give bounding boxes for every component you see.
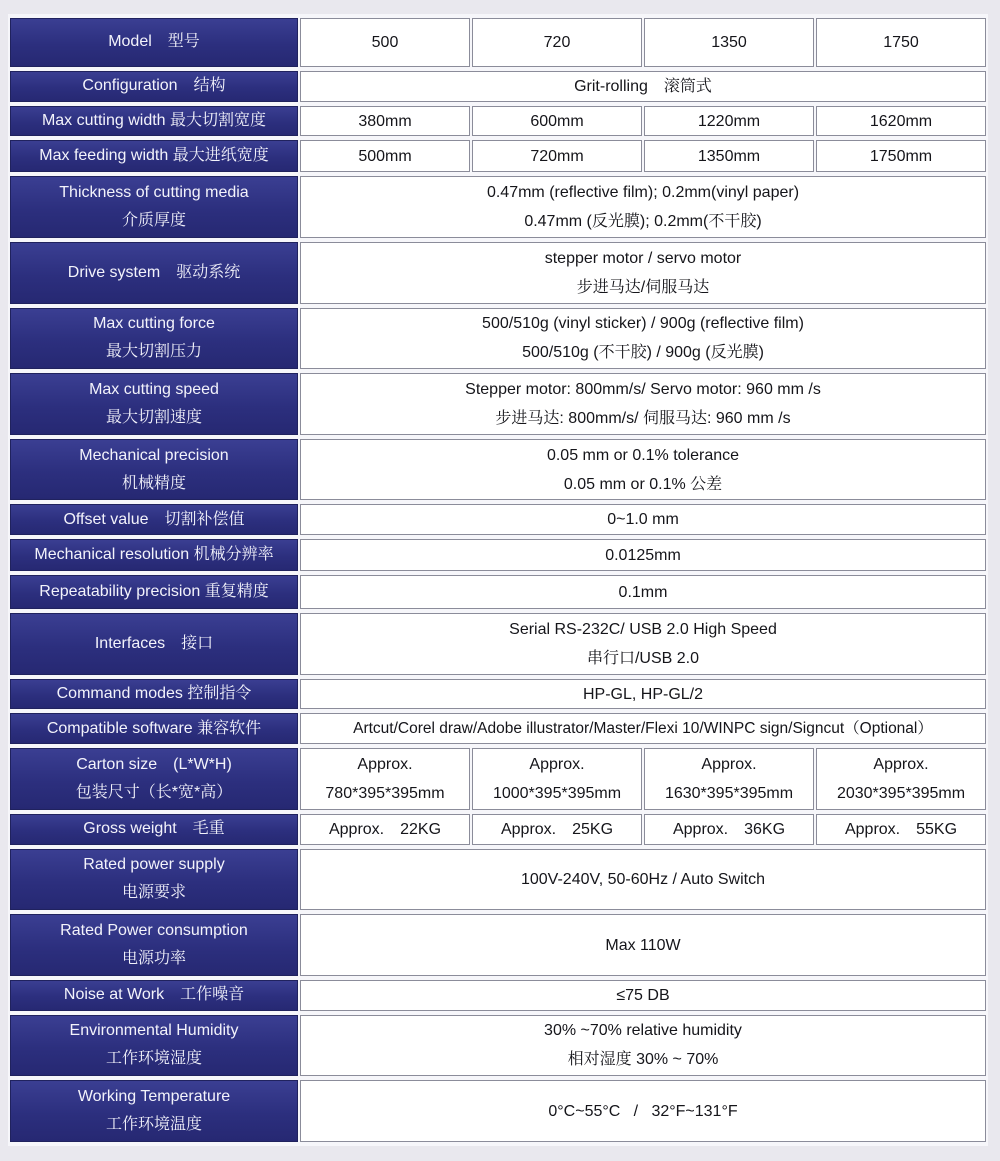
offset-value-label: Offset value 切割补偿值 [10,504,298,535]
humidity-label: Environmental Humidity 工作环境湿度 [10,1015,298,1077]
model-label: Model 型号 [10,18,298,67]
gross-weight-value: Approx. 25KG [472,814,642,845]
row-configuration [10,71,986,102]
rated-power-consumption-value: Max 110W [300,914,986,976]
row-drive-system [10,242,986,304]
max-cutting-width-value: 600mm [472,106,642,137]
carton-size-label: Carton size (L*W*H) 包装尺寸（长*宽*高） [10,748,298,810]
row-thickness [10,176,986,238]
repeatability-precision-label: Repeatability precision 重复精度 [10,575,298,609]
spec-sheet [8,14,988,1146]
drive-system-value: stepper motor / servo motor 步进马达/伺服马达 [300,242,986,304]
carton-size-value: Approx. 1000*395*395mm [472,748,642,810]
model-value: 500 [300,18,470,67]
carton-size-value: Approx. 2030*395*395mm [816,748,986,810]
row-max-cutting-width [10,106,986,137]
row-max-cutting-speed [10,373,986,435]
temperature-value: 0°C~55°C / 32°F~131°F [300,1080,986,1142]
compatible-software-value: Artcut/Corel draw/Adobe illustrator/Master/Flexi 10/WINPC sign/Signcut（Optional） [300,713,986,744]
max-cutting-force-label: Max cutting force 最大切割压力 [10,308,298,370]
max-feeding-width-value: 720mm [472,140,642,172]
carton-size-value: Approx. 1630*395*395mm [644,748,814,810]
noise-value: ≤75 DB [300,980,986,1011]
row-repeatability-precision [10,575,986,609]
carton-size-value: Approx. 780*395*395mm [300,748,470,810]
configuration-label: Configuration 结构 [10,71,298,102]
configuration-value: Grit-rolling 滚筒式 [300,71,986,102]
interfaces-label: Interfaces 接口 [10,613,298,675]
temperature-label: Working Temperature 工作环境温度 [10,1080,298,1142]
max-cutting-width-label: Max cutting width 最大切割宽度 [10,106,298,137]
max-feeding-width-label: Max feeding width 最大进纸宽度 [10,140,298,172]
row-offset-value [10,504,986,535]
row-noise [10,980,986,1011]
row-mechanical-resolution [10,539,986,571]
row-temperature [10,1080,986,1142]
max-cutting-width-value: 1620mm [816,106,986,137]
gross-weight-label: Gross weight 毛重 [10,814,298,845]
max-cutting-speed-value: Stepper motor: 800mm/s/ Servo motor: 960 mm /s 步进马达: 800mm/s/ 伺服马达: 960 mm /s [300,373,986,435]
drive-system-label: Drive system 驱动系统 [10,242,298,304]
row-interfaces [10,613,986,675]
command-modes-label: Command modes 控制指令 [10,679,298,710]
row-max-feeding-width [10,140,986,172]
row-rated-power-consumption [10,914,986,976]
row-max-cutting-force [10,308,986,370]
max-feeding-width-value: 1750mm [816,140,986,172]
row-mechanical-precision [10,439,986,501]
gross-weight-value: Approx. 36KG [644,814,814,845]
compatible-software-label: Compatible software 兼容软件 [10,713,298,744]
repeatability-precision-value: 0.1mm [300,575,986,609]
row-humidity [10,1015,986,1077]
mechanical-precision-label: Mechanical precision 机械精度 [10,439,298,501]
command-modes-value: HP-GL, HP-GL/2 [300,679,986,710]
max-cutting-width-value: 380mm [300,106,470,137]
rated-power-supply-value: 100V-240V, 50-60Hz / Auto Switch [300,849,986,911]
max-feeding-width-value: 1350mm [644,140,814,172]
max-cutting-speed-label: Max cutting speed 最大切割速度 [10,373,298,435]
mechanical-resolution-label: Mechanical resolution 机械分辨率 [10,539,298,571]
noise-label: Noise at Work 工作噪音 [10,980,298,1011]
rated-power-supply-label: Rated power supply 电源要求 [10,849,298,911]
model-value: 1750 [816,18,986,67]
row-gross-weight [10,814,986,845]
mechanical-precision-value: 0.05 mm or 0.1% tolerance 0.05 mm or 0.1% 公差 [300,439,986,501]
row-carton-size [10,748,986,810]
gross-weight-value: Approx. 22KG [300,814,470,845]
row-compatible-software [10,713,986,744]
mechanical-resolution-value: 0.0125mm [300,539,986,571]
max-cutting-force-value: 500/510g (vinyl sticker) / 900g (reflective film) 500/510g (不干胶) / 900g (反光膜) [300,308,986,370]
max-feeding-width-value: 500mm [300,140,470,172]
row-command-modes [10,679,986,710]
thickness-value: 0.47mm (reflective film); 0.2mm(vinyl paper) 0.47mm (反光膜); 0.2mm(不干胶) [300,176,986,238]
model-value: 720 [472,18,642,67]
humidity-value: 30% ~70% relative humidity 相对湿度 30% ~ 70% [300,1015,986,1077]
rated-power-consumption-label: Rated Power consumption 电源功率 [10,914,298,976]
model-value: 1350 [644,18,814,67]
max-cutting-width-value: 1220mm [644,106,814,137]
offset-value-value: 0~1.0 mm [300,504,986,535]
thickness-label: Thickness of cutting media 介质厚度 [10,176,298,238]
interfaces-value: Serial RS-232C/ USB 2.0 High Speed 串行口/USB 2.0 [300,613,986,675]
row-rated-power-supply [10,849,986,911]
specification-table [8,14,988,1146]
row-model [10,18,986,67]
gross-weight-value: Approx. 55KG [816,814,986,845]
